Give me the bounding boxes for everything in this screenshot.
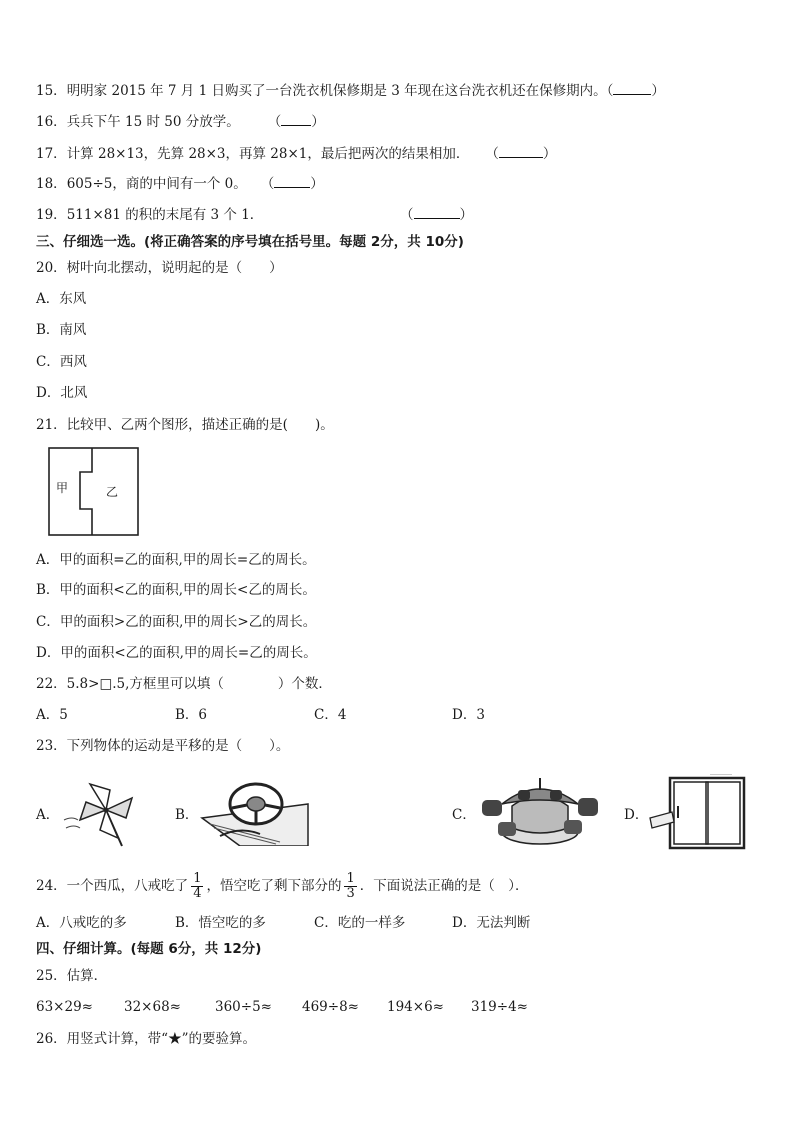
question-26-stem: 26．用竖式计算，带“★”的要验算。 xyxy=(36,1031,256,1047)
question-18: 18．605÷5，商的中间有一个 0。 （ ） xyxy=(36,176,324,192)
estimate-item: 194×6≈ xyxy=(387,999,444,1015)
q21-option-a[interactable]: A．甲的面积=乙的面积,甲的周长=乙的周长。 xyxy=(36,552,316,568)
q15-text: 15． xyxy=(36,83,67,99)
q20-option-c[interactable]: C．西风 xyxy=(36,354,87,370)
q24-option-d[interactable]: D．无法判断 xyxy=(452,915,531,931)
question-23-stem: 23．下列物体的运动是平移的是（ ）。 xyxy=(36,738,290,754)
question-22-stem: 22．5.8>□.5,方框里可以填（ ）个数． xyxy=(36,676,332,692)
q20-option-b[interactable]: B．南风 xyxy=(36,322,87,338)
section-4-title: 四、仔细计算。(每题 6分，共 12分) xyxy=(36,941,262,957)
question-17: 17．计算 28×13，先算 28×3，再算 28×1，最后把两次的结果相加． （ ） xyxy=(36,146,557,162)
figure-label-yi: 乙 xyxy=(106,485,119,499)
steering-wheel-picture xyxy=(200,778,310,846)
question-21-stem: 21．比较甲、乙两个图形，描述正确的是( )。 xyxy=(36,417,334,433)
estimate-item: 32×68≈ xyxy=(124,999,181,1015)
question-24-stem: 24．一个西瓜，八戒吃了 $\frac{1}{4}$ ，悟空吃了剩下部分的 $\frac{1}{3}$ ．下面说法正确的是（ ）． xyxy=(36,871,529,901)
fraction-one-third: $\frac{1}{3}$ xyxy=(346,871,355,901)
question-15: 15．明明家 2015 年 7 月 1 日购买了一台洗衣机保修期是 3 年现在这台洗衣机还在保修期内。（ ） xyxy=(36,83,665,99)
shape-figure xyxy=(48,447,140,537)
estimate-item: 469÷8≈ xyxy=(302,999,359,1015)
q24-option-a[interactable]: A．八戒吃的多 xyxy=(36,915,127,931)
q20-option-d[interactable]: D．北风 xyxy=(36,385,88,401)
q23-option-a[interactable]: A． xyxy=(36,807,60,823)
q21-option-d[interactable]: D．甲的面积<乙的面积,甲的周长=乙的周长。 xyxy=(36,645,317,661)
q23-option-b[interactable]: B． xyxy=(175,807,199,823)
estimate-item: 319÷4≈ xyxy=(471,999,528,1015)
q23-option-d[interactable]: D． xyxy=(624,807,649,823)
q24-option-c[interactable]: C．吃的一样多 xyxy=(314,915,406,931)
question-19: 19．511×81 的积的末尾有 3 个 1． xyxy=(36,207,264,223)
question-19-answer: （ ） xyxy=(400,207,473,223)
q24-option-b[interactable]: B．悟空吃的多 xyxy=(175,915,266,931)
question-25-stem: 25．估算． xyxy=(36,968,108,984)
answer-blank[interactable] xyxy=(499,145,543,158)
q20-option-a[interactable]: A．东风 xyxy=(36,291,87,307)
question-16: 16．兵兵下午 15 时 50 分放学。 （ ） xyxy=(36,114,325,130)
estimate-item: 360÷5≈ xyxy=(215,999,272,1015)
figure-label-jia: 甲 xyxy=(56,481,69,495)
q22-option-c[interactable]: C．4 xyxy=(314,707,347,723)
answer-blank[interactable] xyxy=(274,175,310,188)
q23-option-c[interactable]: C． xyxy=(452,807,476,823)
q22-option-a[interactable]: A．5 xyxy=(36,707,68,723)
sliding-window-picture xyxy=(648,774,752,850)
answer-blank[interactable] xyxy=(613,82,651,95)
section-3-title: 三、仔细选一选。(将正确答案的序号填在括号里。每题 2分，共 10分) xyxy=(36,234,464,250)
q21-option-c[interactable]: C．甲的面积>乙的面积,甲的周长>乙的周长。 xyxy=(36,614,317,630)
star-icon: ★ xyxy=(168,1031,182,1047)
q22-option-d[interactable]: D．3 xyxy=(452,707,485,723)
q22-option-b[interactable]: B．6 xyxy=(175,707,208,723)
q21-option-b[interactable]: B．甲的面积<乙的面积,甲的周长<乙的周长。 xyxy=(36,582,316,598)
answer-blank[interactable] xyxy=(281,113,311,126)
question-20-stem: 20．树叶向北摆动，说明起的是（ ） xyxy=(36,260,283,276)
answer-blank[interactable] xyxy=(414,206,460,219)
pinwheel-picture xyxy=(60,776,138,848)
carousel-picture xyxy=(478,776,602,848)
fraction-one-quarter: $\frac{1}{4}$ xyxy=(193,871,202,901)
estimate-item: 63×29≈ xyxy=(36,999,93,1015)
